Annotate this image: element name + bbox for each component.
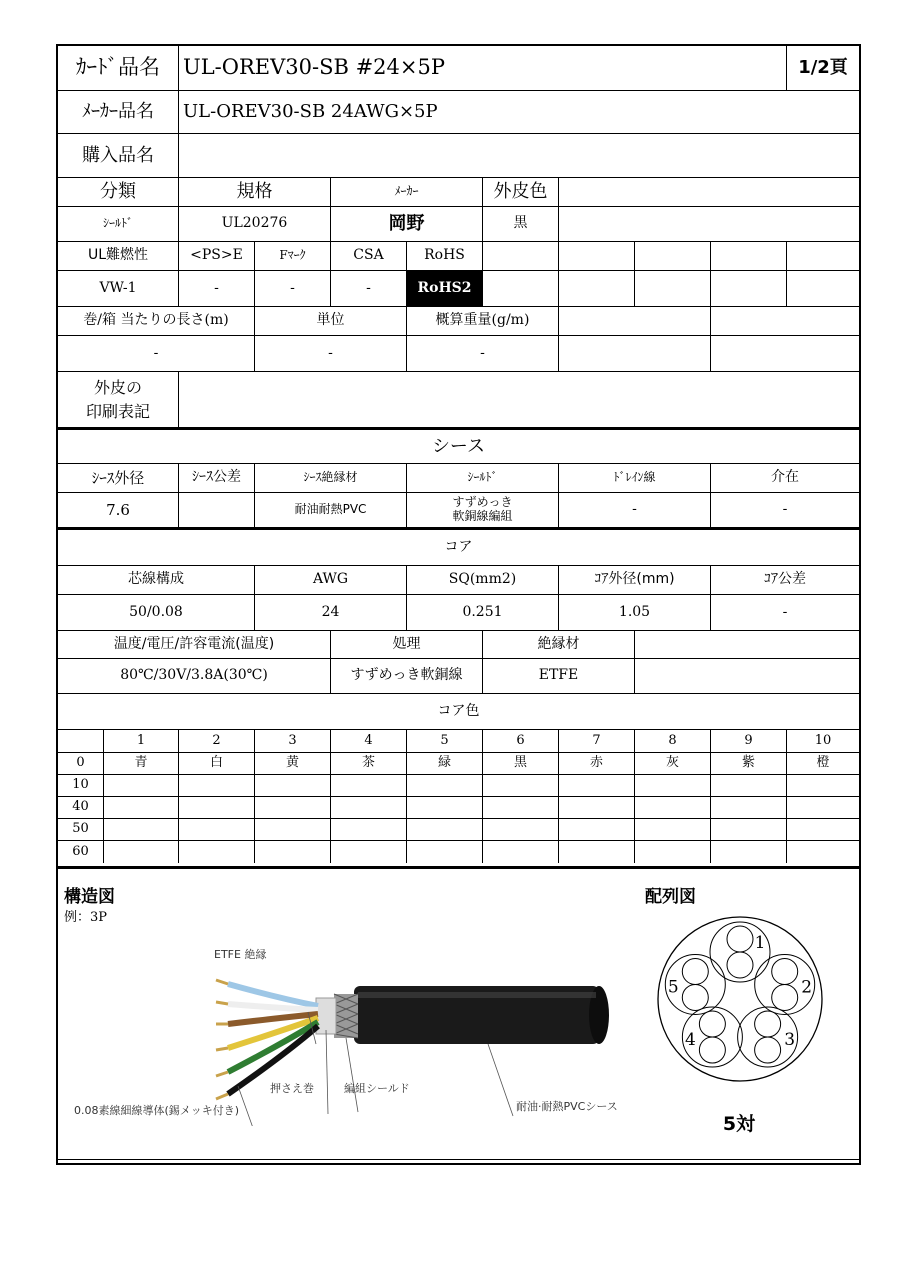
f-mark-label: Fﾏｰｸ bbox=[255, 242, 331, 271]
color-cell bbox=[179, 819, 255, 841]
filler-value: - bbox=[711, 493, 859, 530]
classification-label: 分類 bbox=[58, 178, 179, 207]
color-column-header: 7 bbox=[559, 730, 635, 753]
sheath-insulation-label: ｼｰｽ絶縁材 bbox=[255, 464, 407, 493]
length-value: - bbox=[58, 336, 255, 372]
color-cell bbox=[407, 775, 483, 797]
color-cell bbox=[255, 819, 331, 841]
color-cell bbox=[635, 819, 711, 841]
classification-extra bbox=[559, 178, 859, 207]
sheath-tolerance-value bbox=[179, 493, 255, 530]
core-title: コア bbox=[58, 530, 859, 566]
core-tolerance-label: ｺｱ公差 bbox=[711, 566, 859, 595]
color-column-header: 1 bbox=[104, 730, 179, 753]
strand-config-value: 50/0.08 bbox=[58, 595, 255, 631]
color-cell bbox=[104, 819, 179, 841]
color-cell bbox=[179, 775, 255, 797]
layout-diagram-title: 配列図 bbox=[645, 887, 696, 907]
structure-example-label: 例：3P bbox=[64, 910, 108, 925]
color-cell bbox=[483, 797, 559, 819]
color-cell bbox=[787, 775, 859, 797]
color-row-label: 10 bbox=[58, 775, 104, 797]
standards-value-empty-4 bbox=[711, 271, 787, 307]
card-name-label: ｶｰﾄﾞ品名 bbox=[58, 46, 179, 91]
core-color-table bbox=[58, 730, 859, 866]
color-cell bbox=[407, 819, 483, 841]
ratings-value: 80℃/30V/3.8A(30℃) bbox=[58, 659, 331, 694]
classification-value: ｼｰﾙﾄﾞ bbox=[58, 207, 179, 242]
callout-etfe-insulation: ETFE 絶縁 bbox=[214, 948, 267, 961]
color-cell bbox=[407, 841, 483, 863]
drain-wire-value: - bbox=[559, 493, 711, 530]
color-row-label: 50 bbox=[58, 819, 104, 841]
pair-number-label: 4 bbox=[684, 1030, 696, 1051]
jacket-color-label: 外皮色 bbox=[483, 178, 559, 207]
insulation-label: 絶縁材 bbox=[483, 631, 635, 659]
color-cell bbox=[635, 841, 711, 863]
standards-empty-3 bbox=[635, 242, 711, 271]
color-column-header: 2 bbox=[179, 730, 255, 753]
standards-empty-4 bbox=[711, 242, 787, 271]
pair-number-label: 3 bbox=[784, 1030, 796, 1051]
f-mark-value: - bbox=[255, 271, 331, 307]
color-cell bbox=[711, 819, 787, 841]
core-od-value: 1.05 bbox=[559, 595, 711, 631]
color-cell bbox=[104, 775, 179, 797]
length-extra-value-2 bbox=[711, 336, 859, 372]
color-cell bbox=[635, 775, 711, 797]
shield-value: すずめっき 軟銅線編組 bbox=[407, 493, 559, 530]
ul-flame-label: UL難燃性 bbox=[58, 242, 179, 271]
pair-number-label: 2 bbox=[801, 977, 813, 998]
core-circle bbox=[727, 952, 753, 978]
color-cell bbox=[559, 841, 635, 863]
color-cell bbox=[331, 775, 407, 797]
ratings-label: 温度/電圧/許容電流(温度) bbox=[58, 631, 331, 659]
standards-value-empty-1 bbox=[483, 271, 559, 307]
color-cell bbox=[483, 775, 559, 797]
color-row-label: 60 bbox=[58, 841, 104, 863]
core-circle bbox=[699, 1037, 725, 1063]
sheath-title: シース bbox=[58, 430, 859, 464]
color-cell bbox=[559, 797, 635, 819]
core-circle bbox=[772, 984, 798, 1010]
color-column-header: 10 bbox=[787, 730, 859, 753]
color-cell bbox=[483, 819, 559, 841]
treatment-label: 処理 bbox=[331, 631, 483, 659]
color-cell bbox=[179, 841, 255, 863]
treatment-value: すずめっき軟銅線 bbox=[331, 659, 483, 694]
color-cell bbox=[255, 841, 331, 863]
unit-label: 単位 bbox=[255, 307, 407, 336]
color-cell bbox=[787, 797, 859, 819]
print-marking-label bbox=[58, 372, 179, 430]
pse-label: <PS>E bbox=[179, 242, 255, 271]
pse-value: - bbox=[179, 271, 255, 307]
core-circle bbox=[682, 984, 708, 1010]
pair-layout-diagram bbox=[655, 914, 825, 1084]
jacket-color-value: 黒 bbox=[483, 207, 559, 242]
color-cell bbox=[407, 797, 483, 819]
color-cell: 黄 bbox=[255, 753, 331, 775]
unit-value: - bbox=[255, 336, 407, 372]
color-cell bbox=[711, 841, 787, 863]
color-cell bbox=[331, 819, 407, 841]
standards-value-empty-5 bbox=[787, 271, 859, 307]
pair-number-label: 5 bbox=[667, 977, 679, 998]
core-color-title: コア色 bbox=[58, 694, 859, 730]
callout-conductor: 0.08素線細線導体(錫メッキ付き) bbox=[74, 1104, 240, 1117]
awg-label: AWG bbox=[255, 566, 407, 595]
color-cell: 黒 bbox=[483, 753, 559, 775]
weight-value: - bbox=[407, 336, 559, 372]
csa-value: - bbox=[331, 271, 407, 307]
awg-value: 24 bbox=[255, 595, 407, 631]
sheath-tolerance-label: ｼｰｽ公差 bbox=[179, 464, 255, 493]
weight-label: 概算重量(g/m) bbox=[407, 307, 559, 336]
color-cell bbox=[179, 797, 255, 819]
callout-binder-wrap: 押さえ巻 bbox=[270, 1082, 314, 1095]
rohs-label: RoHS bbox=[407, 242, 483, 271]
core-circle bbox=[755, 1037, 781, 1063]
core-circle bbox=[699, 1011, 725, 1037]
structure-diagram-title: 構造図 bbox=[64, 887, 115, 907]
color-cell bbox=[711, 797, 787, 819]
color-column-header: 5 bbox=[407, 730, 483, 753]
maker-label: ﾒｰｶｰ bbox=[331, 178, 483, 207]
purchase-name-label: 購入品名 bbox=[58, 134, 179, 178]
core-circle bbox=[682, 958, 708, 984]
color-cell bbox=[483, 841, 559, 863]
color-column-header: 8 bbox=[635, 730, 711, 753]
pair-count: 5対 bbox=[722, 1113, 756, 1135]
length-label: 巻/箱 当たりの長さ(m) bbox=[58, 307, 255, 336]
color-row-label: 0 bbox=[58, 753, 104, 775]
sq-label: SQ(mm2) bbox=[407, 566, 559, 595]
maker-value: 岡野 bbox=[331, 207, 483, 242]
strand-config-label: 芯線構成 bbox=[58, 566, 255, 595]
section-divider bbox=[58, 866, 859, 869]
color-cell bbox=[331, 841, 407, 863]
insulation-value: ETFE bbox=[483, 659, 635, 694]
standards-empty-5 bbox=[787, 242, 859, 271]
color-column-header: 4 bbox=[331, 730, 407, 753]
standards-value-empty-3 bbox=[635, 271, 711, 307]
color-cell bbox=[787, 819, 859, 841]
color-cell bbox=[104, 797, 179, 819]
sq-value: 0.251 bbox=[407, 595, 559, 631]
callout-sheath: 耐油·耐熱PVCシース bbox=[516, 1100, 618, 1113]
color-cell bbox=[255, 797, 331, 819]
color-grid-corner bbox=[58, 730, 104, 753]
core-circle bbox=[755, 1011, 781, 1037]
classification-extra-value bbox=[559, 207, 859, 242]
color-cell: 紫 bbox=[711, 753, 787, 775]
print-marking-value bbox=[179, 372, 859, 430]
color-cell: 青 bbox=[104, 753, 179, 775]
spec-sheet bbox=[56, 44, 861, 1165]
print-marking-label-line1: 外皮の bbox=[93, 377, 142, 397]
color-cell: 緑 bbox=[407, 753, 483, 775]
color-cell bbox=[331, 797, 407, 819]
csa-label: CSA bbox=[331, 242, 407, 271]
sheath-od-value: 7.6 bbox=[58, 493, 179, 530]
core-circle bbox=[727, 926, 753, 952]
color-cell: 赤 bbox=[559, 753, 635, 775]
color-cell bbox=[255, 775, 331, 797]
ratings-extra bbox=[635, 631, 859, 659]
color-column-header: 9 bbox=[711, 730, 787, 753]
color-cell bbox=[635, 797, 711, 819]
standards-empty-1 bbox=[483, 242, 559, 271]
page-number: 1/2頁 bbox=[787, 46, 859, 91]
purchase-name-value bbox=[179, 134, 859, 178]
callout-braided-shield: 編組シールド bbox=[344, 1082, 410, 1095]
length-extra-value-1 bbox=[559, 336, 711, 372]
sheath-insulation-value: 耐油耐熱PVC bbox=[255, 493, 407, 530]
drain-wire-label: ﾄﾞﾚｲﾝ線 bbox=[559, 464, 711, 493]
card-name-value: UL-OREV30-SB #24×5P bbox=[179, 46, 787, 91]
pair-number-label: 1 bbox=[754, 933, 766, 953]
filler-label: 介在 bbox=[711, 464, 859, 493]
maker-name-value: UL-OREV30-SB 24AWG×5P bbox=[179, 91, 859, 134]
core-od-label: ｺｱ外径(mm) bbox=[559, 566, 711, 595]
maker-name-label: ﾒｰｶｰ品名 bbox=[58, 91, 179, 134]
core-circle bbox=[772, 958, 798, 984]
length-extra-2 bbox=[711, 307, 859, 336]
color-cell bbox=[711, 775, 787, 797]
shield-label: ｼｰﾙﾄﾞ bbox=[407, 464, 559, 493]
color-cell bbox=[104, 841, 179, 863]
ratings-extra-value bbox=[635, 659, 859, 694]
ul-flame-value: VW-1 bbox=[58, 271, 179, 307]
color-cell: 茶 bbox=[331, 753, 407, 775]
color-cell: 灰 bbox=[635, 753, 711, 775]
color-column-header: 6 bbox=[483, 730, 559, 753]
standard-value: UL20276 bbox=[179, 207, 331, 242]
color-cell: 白 bbox=[179, 753, 255, 775]
core-tolerance-value: - bbox=[711, 595, 859, 631]
standards-empty-2 bbox=[559, 242, 635, 271]
color-cell bbox=[559, 819, 635, 841]
print-marking-label-line2: 印刷表記 bbox=[85, 401, 150, 421]
sheath-od-label: ｼｰｽ外径 bbox=[58, 464, 179, 493]
color-cell: 橙 bbox=[787, 753, 859, 775]
length-extra-1 bbox=[559, 307, 711, 336]
color-cell bbox=[787, 841, 859, 863]
color-row-label: 40 bbox=[58, 797, 104, 819]
standards-value-empty-2 bbox=[559, 271, 635, 307]
standard-label: 規格 bbox=[179, 178, 331, 207]
color-cell bbox=[559, 775, 635, 797]
rohs-value: RoHS2 bbox=[407, 271, 483, 307]
color-column-header: 3 bbox=[255, 730, 331, 753]
